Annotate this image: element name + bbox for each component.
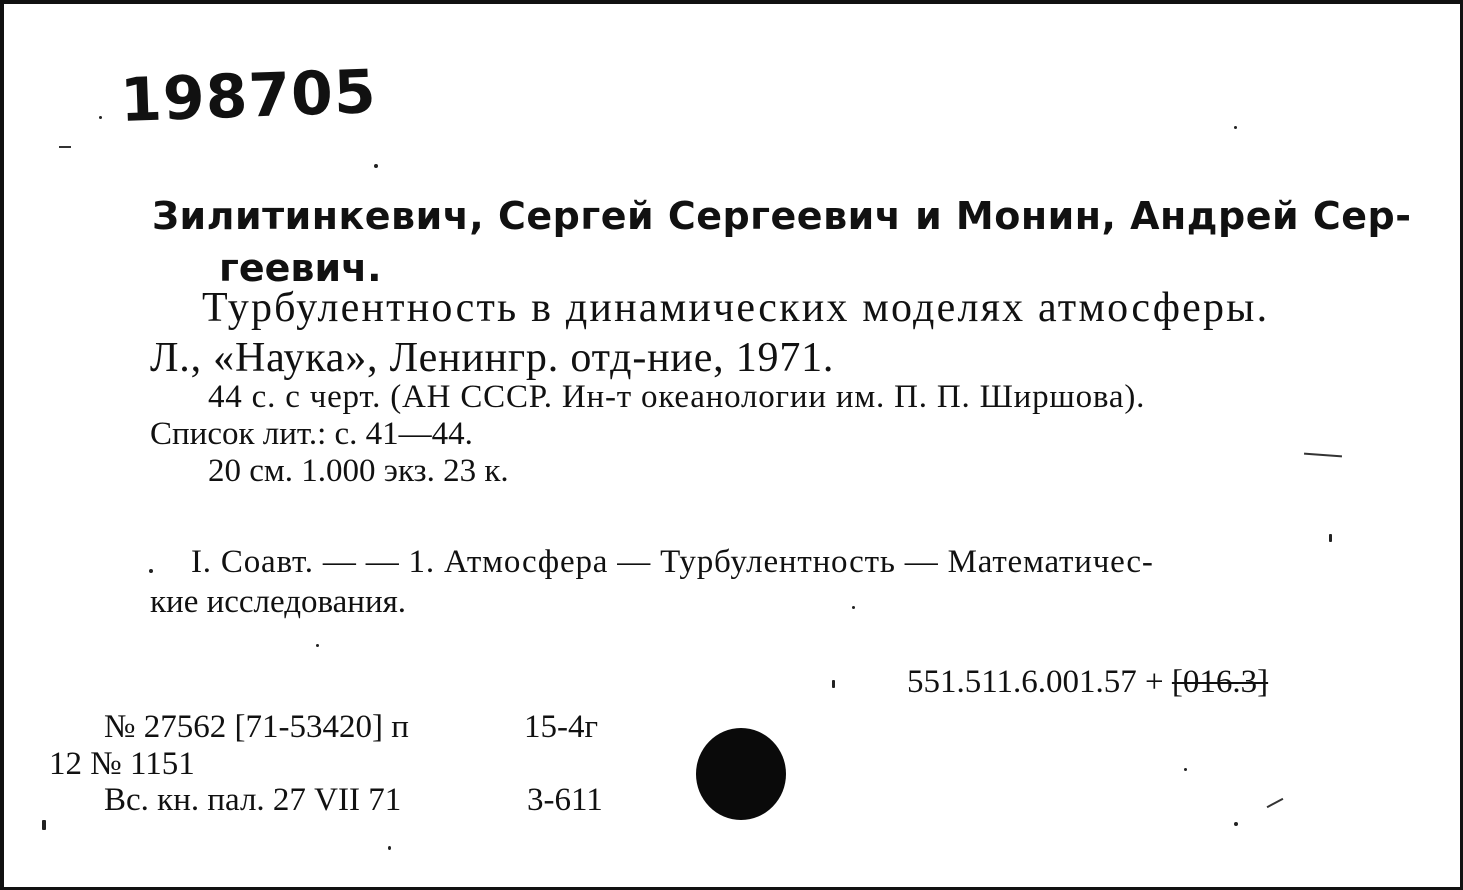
card-set-number: 12 № 1151 xyxy=(49,746,195,782)
scan-speck xyxy=(374,164,378,168)
scan-speck xyxy=(852,606,855,609)
punch-hole xyxy=(696,728,786,820)
subject-tracings-line2: кие исследования. xyxy=(150,584,407,620)
index-code-b: 3-611 xyxy=(527,782,603,818)
scan-speck xyxy=(42,820,46,830)
scan-scratch xyxy=(1304,453,1342,458)
physical-description: 44 с. с черт. (АН СССР. Ин-т океанологии им. П. П. Ширшова). xyxy=(208,379,1146,415)
scan-speck xyxy=(832,680,835,688)
size-copies-price: 20 см. 1.000 экз. 23 к. xyxy=(208,453,509,489)
authors-heading-line2: геевич. xyxy=(219,246,382,290)
scan-speck xyxy=(1234,822,1238,826)
scan-speck xyxy=(1234,126,1237,129)
udc-crossed-code: [016.3] xyxy=(1171,664,1269,700)
scan-speck xyxy=(388,846,391,850)
handwritten-inventory-number: 198705 xyxy=(119,57,378,136)
subject-tracings-line1: I. Соавт. — — 1. Атмосфера — Турбулентность — Математичес- xyxy=(191,544,1154,580)
publication-imprint: Л., «Наука», Ленингр. отд-ние, 1971. xyxy=(150,335,835,381)
scan-speck xyxy=(1329,534,1332,542)
index-code-a: 15-4г xyxy=(524,709,599,745)
bibliography-note: Список лит.: с. 41—44. xyxy=(150,416,473,452)
scan-speck xyxy=(316,644,319,647)
scan-scratch xyxy=(1267,798,1284,808)
book-title: Турбулентность в динамических моделях атмосферы. xyxy=(202,285,1270,331)
scan-speck xyxy=(149,569,153,573)
udc-classification xyxy=(907,664,1268,701)
authors-heading-line1: Зилитинкевич, Сергей Сергеевич и Монин, Андрей Сер- xyxy=(152,194,1412,238)
book-chamber-date: Вс. кн. пал. 27 VII 71 xyxy=(104,782,402,818)
scan-speck xyxy=(99,116,102,119)
udc-main-code: 551.511.6.001.57 + xyxy=(907,664,1172,700)
scan-scratch xyxy=(59,146,71,148)
registration-number: № 27562 [71-53420] п xyxy=(104,709,409,745)
scan-speck xyxy=(1184,768,1187,771)
